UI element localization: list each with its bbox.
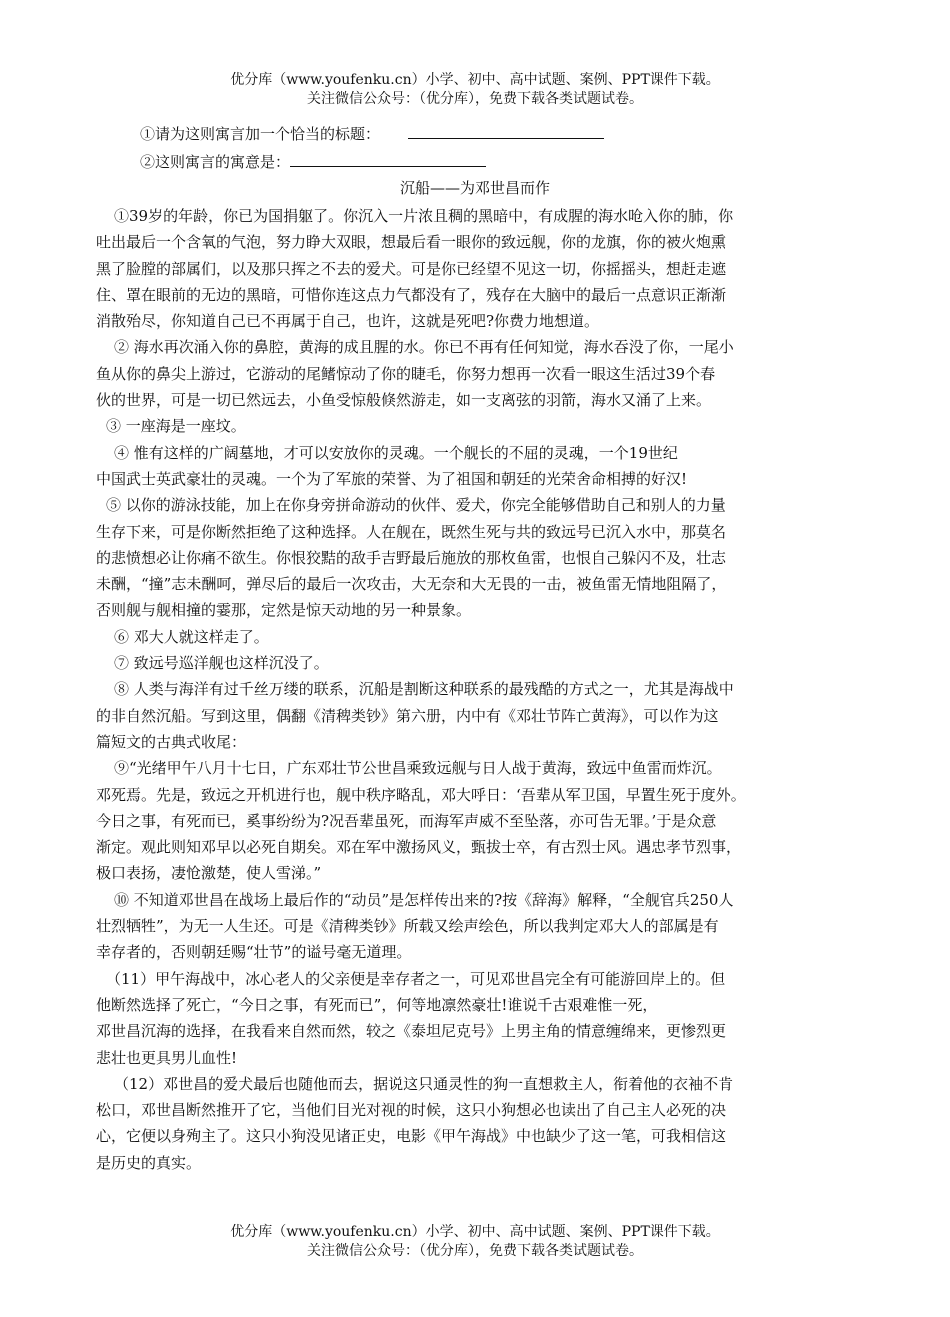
footer-line-1: 优分库（www.youfenku.cn）小学、初中、高中试题、案例、PPT课件下载。 (230, 1224, 720, 1240)
article-line: 悲壮也更具男儿血性! (96, 1048, 238, 1067)
question-2-text: ②这则寓言的寓意是： (140, 153, 291, 171)
article-line: 住、罩在眼前的无边的黑暗，可惜你连这点力气都没有了，残存在大脑中的最后一点意识正渐渐 (96, 285, 727, 304)
article-line: ⑦ 致远号巡洋舰也这样沉没了。 (114, 654, 329, 673)
article-line: ①39岁的年龄，你已为国捐躯了。你沉入一片浓且稠的黑暗中，有成腥的海水呛入你的肺，你 (114, 207, 734, 225)
question-1-answer-blank[interactable] (408, 124, 604, 139)
page-footer (0, 1223, 950, 1261)
article-line: 伙的世界，可是一切已然远去，小鱼受惊般倏然游走，如一支离弦的羽箭，海水又涌了上来。 (96, 391, 712, 410)
article-body (96, 203, 866, 1176)
article-line: （11）甲午海战中，冰心老人的父亲便是幸存者之一，可见邓世昌完全有可能游回岸上的。但 (106, 969, 726, 988)
article-title: 沉船——为邓世昌而作 (399, 179, 550, 197)
article-line: 中国武士英武豪壮的灵魂。一个为了军旅的荣誉、为了祖国和朝廷的光荣舍命相搏的好汉! (96, 469, 688, 488)
question-1 (140, 123, 604, 144)
article-line: 是历史的真实。 (96, 1153, 202, 1172)
question-2-answer-blank[interactable] (290, 152, 486, 167)
article-line: 松口，邓世昌断然推开了它，当他们目光对视的时候，这只小狗想必也读出了自己主人必死的决 (96, 1101, 727, 1120)
article-line: ⑨“光绪甲午八月十七日，广东邓壮节公世昌乘致远舰与日人战于黄海，致远中鱼雷而炸沉。 (114, 759, 722, 778)
header-line-1: 优分库（www.youfenku.cn）小学、初中、高中试题、案例、PPT课件下载。 (230, 72, 720, 88)
article-line: ④ 惟有这样的广阔墓地，才可以安放你的灵魂。一个舰长的不屈的灵魂，一个19世纪 (114, 443, 678, 462)
article-line: 生存下来，可是你断然拒绝了这种选择。人在舰在，既然生死与共的致远号已沉入水中，那莫名 (96, 522, 727, 541)
article-line: 篇短文的古典式收尾： (96, 732, 247, 751)
article-line: 吐出最后一个含氧的气泡，努力睁大双眼，想最后看一眼你的致远舰，你的龙旗，你的被火炮熏 (96, 233, 727, 252)
article-line: 鱼从你的鼻尖上游过，它游动的尾鳍惊动了你的睫毛，你努力想再一次看一眼这生活过39个春 (96, 364, 716, 383)
article-line: ⑥ 邓大人就这样走了。 (114, 627, 269, 646)
article-line: 未酬，“撞”志未酬呵，弹尽后的最后一次攻击，大无奈和大无畏的一击，被鱼雷无情地阻隔了， (96, 575, 727, 594)
article-line: 渐定。观此则知邓早以必死自期矣。邓在军中激扬风义，甄拔士卒，有古烈士风。遇忠孝节烈事， (96, 838, 742, 857)
article-line: ③ 一座海是一座坟。 (106, 417, 246, 436)
article-line: 的非自然沉船。写到这里，偶翻《清稗类钞》第六册，内中有《邓壮节阵亡黄海》，可以作为这 (96, 706, 719, 725)
article-line: 今日之事，有死而已，奚事纷纷为?况吾辈虽死，而海军声威不至坠落，亦可告无罪。’于是众意 (96, 811, 717, 830)
article-line: ⑧ 人类与海洋有过千丝万缕的联系，沉船是割断这种联系的最残酷的方式之一，尤其是海战中 (114, 680, 734, 699)
question-1-text: ①请为这则寓言加一个恰当的标题： (140, 125, 381, 143)
article-line: 邓死焉。先是，致远之开机进行也，舰中秩序略乱，邓大呼日：‘吾辈从军卫国，早置生死于度外。 (96, 785, 746, 804)
page-header (0, 71, 950, 109)
article-line: 他断然选择了死亡，“今日之事，有死而已”，何等地凛然豪壮!谁说千古艰难惟一死， (96, 995, 658, 1014)
article-line: 邓世昌沉海的选择，在我看来自然而然，较之《泰坦尼克号》上男主角的情意缠绵来，更惨烈更 (96, 1022, 727, 1041)
article-line: 的悲愤想必让你痛不欲生。你恨狡黠的敌手吉野最后施放的那枚鱼雷，也恨自己躲闪不及，壮志 (96, 548, 727, 567)
footer-line-2: 关注微信公众号：（优分库），免费下载各类试题试卷。 (307, 1243, 643, 1259)
article-line: ② 海水再次涌入你的鼻腔，黄海的成且腥的水。你已不再有任何知觉，海水吞没了你，一尾小 (114, 338, 734, 357)
article-line: 极口表扬，凄怆激楚，使人雪涕。” (96, 864, 322, 883)
article-line: 黑了脸膛的部属们，以及那只挥之不去的爱犬。可是你已经望不见这一切，你摇摇头，想赶走遮 (96, 259, 727, 278)
article-line: 否则舰与舰相撞的霎那，定然是惊天动地的另一种景象。 (96, 601, 472, 620)
article-line: 幸存者的，否则朝廷赐“壮节”的谥号毫无道理。 (96, 943, 412, 962)
article-line: 心，它便以身殉主了。这只小狗没见诸正史，电影《甲午海战》中也缺少了这一笔，可我相信这 (96, 1127, 727, 1146)
article-line: ⑩ 不知道邓世昌在战场上最后作的“动员”是怎样传出来的?按《辞海》解释，“全舰官兵250人 (114, 890, 734, 909)
article-line: （12）邓世昌的爱犬最后也随他而去，据说这只通灵性的狗一直想救主人，衔着他的衣袖不肯 (114, 1074, 734, 1093)
header-line-2: 关注微信公众号：（优分库），免费下载各类试题试卷。 (307, 91, 643, 107)
article-line: ⑤ 以你的游泳技能，加上在你身旁拼命游动的伙伴、爱犬，你完全能够借助自己和别人的力量 (106, 496, 726, 515)
article-line: 消散殆尽，你知道自己已不再属于自己，也许，这就是死吧?你费力地想道。 (96, 312, 600, 331)
question-2 (140, 151, 486, 172)
article-line: 壮烈牺牲”，为无一人生还。可是《清稗类钞》所载又绘声绘色，所以我判定邓大人的部属是有 (96, 917, 719, 936)
